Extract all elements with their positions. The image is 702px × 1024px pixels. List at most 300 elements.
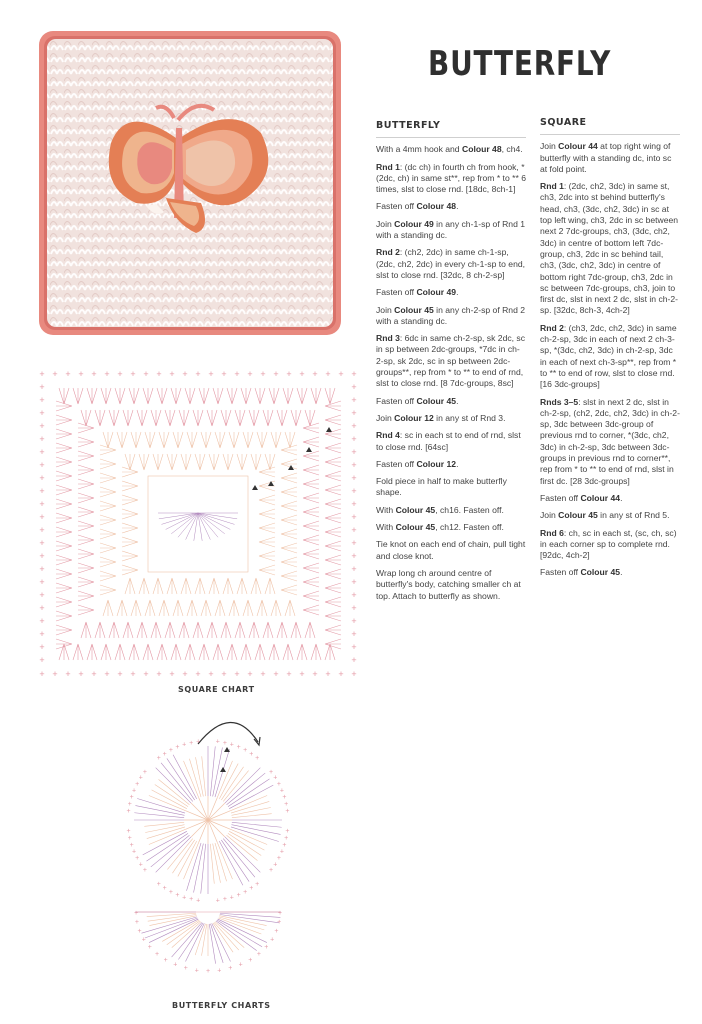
chart-stitch: + bbox=[39, 551, 45, 561]
chart-ray bbox=[217, 761, 232, 798]
chart-fan bbox=[145, 600, 155, 616]
chart-stitch: + bbox=[284, 801, 289, 809]
chart-marker bbox=[306, 447, 312, 452]
chart-fan bbox=[171, 644, 181, 660]
square-heading: SQUARE bbox=[540, 117, 680, 135]
chart-fan bbox=[281, 571, 297, 581]
square-step bbox=[540, 323, 680, 391]
chart-fan bbox=[207, 410, 217, 426]
chart-fan bbox=[56, 457, 72, 467]
chart-fan bbox=[215, 432, 225, 448]
butterfly-instructions bbox=[376, 120, 526, 608]
chart-fan bbox=[285, 432, 295, 448]
chart-fan bbox=[237, 454, 247, 470]
chart-ray bbox=[191, 803, 208, 820]
chart-fan bbox=[325, 388, 335, 404]
chart-stitch: + bbox=[39, 486, 45, 496]
chart-fan bbox=[56, 541, 72, 551]
chart-stitch: + bbox=[39, 382, 45, 392]
chart-stitch: + bbox=[163, 956, 168, 964]
chart-fan bbox=[221, 622, 231, 638]
chart-fan bbox=[251, 578, 261, 594]
chart-stitch: + bbox=[238, 961, 243, 969]
chart-stitch: + bbox=[117, 669, 123, 679]
chart-centre-fan bbox=[198, 513, 235, 524]
chart-stitch: + bbox=[175, 891, 180, 899]
chart-fan bbox=[249, 622, 259, 638]
chart-stitch: + bbox=[351, 629, 357, 639]
step-emphasis: Rnd 1 bbox=[540, 181, 564, 192]
step-text: Fasten off bbox=[376, 395, 417, 406]
chart-fan bbox=[100, 501, 116, 511]
chart-fan bbox=[281, 529, 297, 539]
step-text: Join bbox=[540, 141, 559, 152]
chart-fan bbox=[325, 597, 341, 607]
chart-fan bbox=[151, 622, 161, 638]
chart-stitch: + bbox=[134, 919, 139, 927]
chart-fan bbox=[311, 644, 321, 660]
step-emphasis: Colour 44 bbox=[580, 492, 621, 503]
chart-stitch: + bbox=[260, 369, 266, 379]
chart-fan bbox=[100, 459, 116, 469]
chart-stitch: + bbox=[285, 827, 290, 835]
chart-fan bbox=[201, 432, 211, 448]
chart-fan bbox=[251, 454, 261, 470]
chart-fan bbox=[223, 454, 233, 470]
step-text: Join bbox=[376, 218, 395, 229]
step-text: Fasten off bbox=[540, 567, 581, 578]
step-text: Fasten off bbox=[376, 287, 417, 298]
butterfly-step bbox=[376, 505, 526, 516]
step-emphasis: Rnd 6 bbox=[540, 527, 564, 538]
chart-fan bbox=[167, 578, 177, 594]
chart-fan bbox=[297, 644, 307, 660]
chart-stitch: + bbox=[351, 603, 357, 613]
chart-fan bbox=[281, 585, 297, 595]
chart-fan bbox=[303, 507, 319, 517]
chart-fan bbox=[122, 523, 138, 533]
chart-fan bbox=[165, 410, 175, 426]
chart-stitch: + bbox=[189, 896, 194, 904]
chart-stitch: + bbox=[182, 369, 188, 379]
chart-fan bbox=[78, 493, 94, 503]
chart-stitch: + bbox=[282, 841, 287, 849]
chart-ray bbox=[217, 842, 232, 879]
chart-stitch: + bbox=[273, 669, 279, 679]
square-instructions bbox=[540, 117, 680, 585]
chart-ray bbox=[215, 922, 244, 948]
chart-ray bbox=[147, 827, 185, 839]
chart-fan bbox=[237, 578, 247, 594]
chart-fan bbox=[78, 451, 94, 461]
chart-stitch: + bbox=[189, 739, 194, 747]
chart-stitch: + bbox=[338, 369, 344, 379]
chart-stitch: + bbox=[269, 768, 274, 776]
chart-fan bbox=[56, 569, 72, 579]
chart-fan bbox=[303, 479, 319, 489]
chart-stitch: + bbox=[117, 369, 123, 379]
chart-fan bbox=[122, 565, 138, 575]
chart-fan bbox=[56, 429, 72, 439]
chart-ray bbox=[220, 913, 280, 917]
chart-stitch: + bbox=[39, 603, 45, 613]
chart-ray bbox=[229, 831, 264, 850]
chart-fan bbox=[221, 410, 231, 426]
step-text: . bbox=[620, 492, 623, 503]
chart-stitch: + bbox=[147, 944, 152, 952]
chart-stitch: + bbox=[312, 369, 318, 379]
chart-fan bbox=[117, 600, 127, 616]
step-text: With bbox=[376, 504, 396, 515]
chart-fan bbox=[325, 541, 341, 551]
chart-stitch: + bbox=[173, 961, 178, 969]
chart-fan bbox=[209, 454, 219, 470]
step-emphasis: Rnd 2 bbox=[540, 322, 564, 333]
chart-stitch: + bbox=[351, 486, 357, 496]
square-step bbox=[540, 567, 680, 578]
chart-fan bbox=[215, 600, 225, 616]
chart-stitch: + bbox=[351, 590, 357, 600]
chart-stitch: + bbox=[243, 888, 248, 896]
chart-ray bbox=[184, 842, 199, 879]
chart-stitch: + bbox=[351, 447, 357, 457]
chart-fan bbox=[125, 454, 135, 470]
square-step bbox=[540, 493, 680, 504]
chart-fan bbox=[100, 557, 116, 567]
chart-fan bbox=[209, 578, 219, 594]
chart-stitch: + bbox=[249, 750, 254, 758]
step-text: at top right wing of butterfly with a standing dc, into sc at fold point. bbox=[540, 141, 672, 174]
chart-stitch: + bbox=[162, 750, 167, 758]
chart-stitch: + bbox=[133, 910, 139, 917]
chart-fan bbox=[167, 454, 177, 470]
chart-ray bbox=[225, 768, 260, 803]
chart-stitch: + bbox=[351, 421, 357, 431]
chart-ray bbox=[225, 837, 260, 872]
square-steps bbox=[540, 141, 680, 578]
chart-fan bbox=[325, 611, 341, 621]
step-text: Wrap long ch around centre of butterfly's body, catching smaller ch at top. Attach to butterfly as shown. bbox=[376, 567, 521, 601]
step-text: Fasten off bbox=[540, 492, 581, 503]
chart-stitch: + bbox=[351, 538, 357, 548]
square-step bbox=[540, 181, 680, 317]
chart-stitch: + bbox=[273, 369, 279, 379]
chart-ray bbox=[149, 829, 186, 844]
chart-fan bbox=[281, 543, 297, 553]
step-text: in any ch-2-sp of Rnd 2 with a standing dc. bbox=[376, 304, 526, 326]
chart-stitch: + bbox=[221, 669, 227, 679]
chart-fan bbox=[227, 388, 237, 404]
chart-fan bbox=[122, 551, 138, 561]
chart-stitch: + bbox=[156, 669, 162, 679]
chart-fan bbox=[325, 485, 341, 495]
chart-fan bbox=[122, 481, 138, 491]
chart-fan bbox=[56, 555, 72, 565]
chart-stitch: + bbox=[127, 834, 132, 842]
chart-fan bbox=[122, 509, 138, 519]
chart-fan bbox=[195, 454, 205, 470]
chart-stitch: + bbox=[351, 642, 357, 652]
chart-fan bbox=[143, 644, 153, 660]
chart-stitch: + bbox=[138, 861, 143, 869]
step-text: Join bbox=[376, 412, 395, 423]
chart-fan bbox=[179, 410, 189, 426]
chart-fan bbox=[187, 600, 197, 616]
butterfly-charts-caption: BUTTERFLY CHARTS bbox=[172, 1001, 271, 1010]
chart-ray bbox=[146, 833, 188, 861]
butterfly-step bbox=[376, 201, 526, 212]
step-emphasis: Colour 45 bbox=[394, 304, 434, 315]
chart-stitch: + bbox=[299, 369, 305, 379]
chart-fan bbox=[122, 495, 138, 505]
chart-fan bbox=[109, 622, 119, 638]
chart-fan bbox=[243, 432, 253, 448]
chart-stitch: + bbox=[135, 780, 140, 788]
chart-stitch: + bbox=[162, 885, 167, 893]
chart-fan bbox=[257, 432, 267, 448]
chart-fan bbox=[311, 388, 321, 404]
chart-stitch: + bbox=[196, 897, 201, 905]
chart-ray bbox=[219, 916, 266, 926]
step-emphasis: Colour 45 bbox=[395, 504, 436, 515]
chart-fan bbox=[199, 644, 209, 660]
chart-fan bbox=[129, 388, 139, 404]
chart-stitch: + bbox=[39, 408, 45, 418]
chart-fan bbox=[87, 388, 97, 404]
chart-marker bbox=[326, 427, 332, 432]
chart-stitch: + bbox=[182, 741, 187, 749]
chart-ray bbox=[148, 914, 197, 921]
chart-stitch: + bbox=[182, 894, 187, 902]
step-text: Fasten off bbox=[376, 458, 417, 469]
chart-stitch: + bbox=[39, 629, 45, 639]
step-text: , ch16. Fasten off. bbox=[435, 504, 504, 515]
chart-fan bbox=[95, 622, 105, 638]
chart-fan bbox=[303, 535, 319, 545]
butterfly-step bbox=[376, 396, 526, 407]
chart-fan bbox=[56, 625, 72, 635]
chart-stitch: + bbox=[137, 927, 142, 935]
chart-fan bbox=[325, 401, 341, 411]
butterfly-step bbox=[376, 305, 526, 328]
chart-fan bbox=[78, 563, 94, 573]
step-emphasis: Colour 48 bbox=[461, 144, 502, 155]
chart-stitch: + bbox=[234, 369, 240, 379]
chart-fan bbox=[157, 388, 167, 404]
square-step bbox=[540, 528, 680, 562]
chart-stitch: + bbox=[312, 669, 318, 679]
chart-fan bbox=[259, 509, 275, 519]
step-text: : ch, sc in each st, (sc, ch, sc) in each corner sp to complete rnd. [92dc, 4ch-2] bbox=[540, 527, 677, 561]
chart-fan bbox=[173, 432, 183, 448]
chart-fan bbox=[78, 437, 94, 447]
step-text: . bbox=[456, 395, 459, 406]
chart-stitch: + bbox=[39, 655, 45, 665]
chart-fan bbox=[199, 388, 209, 404]
chart-centre-fan bbox=[198, 513, 225, 534]
chart-stitch: + bbox=[39, 499, 45, 509]
step-text: : sc in each st to end of rnd, slst to close rnd. [64sc] bbox=[376, 430, 521, 452]
chart-fan bbox=[325, 499, 341, 509]
chart-stitch: + bbox=[135, 855, 140, 863]
chart-fan bbox=[207, 622, 217, 638]
butterfly-step bbox=[376, 459, 526, 470]
butterfly-step bbox=[376, 247, 526, 281]
crochet-butterfly-square-photo bbox=[36, 28, 344, 338]
chart-fan bbox=[297, 388, 307, 404]
chart-fan bbox=[171, 388, 181, 404]
chart-stitch: + bbox=[247, 369, 253, 379]
chart-ray bbox=[230, 829, 267, 844]
chart-stitch: + bbox=[260, 669, 266, 679]
chart-ray bbox=[208, 803, 225, 820]
chart-stitch: + bbox=[168, 888, 173, 896]
butterfly-step bbox=[376, 144, 526, 155]
chart-stitch: + bbox=[269, 867, 274, 875]
chart-fan bbox=[78, 605, 94, 615]
chart-fan bbox=[281, 459, 297, 469]
chart-stitch: + bbox=[168, 747, 173, 755]
chart-fan bbox=[305, 622, 315, 638]
chart-stitch: + bbox=[255, 881, 260, 889]
chart-fan bbox=[122, 537, 138, 547]
square-step bbox=[540, 397, 680, 487]
chart-stitch: + bbox=[183, 965, 188, 973]
butterfly-step bbox=[376, 333, 526, 389]
chart-stitch: + bbox=[221, 369, 227, 379]
chart-fan bbox=[151, 410, 161, 426]
chart-fan bbox=[303, 465, 319, 475]
chart-fan bbox=[181, 578, 191, 594]
chart-fan bbox=[303, 493, 319, 503]
step-emphasis: Colour 48 bbox=[416, 201, 457, 212]
chart-fan bbox=[139, 578, 149, 594]
step-text: Fasten off bbox=[376, 201, 417, 212]
chart-stitch: + bbox=[351, 434, 357, 444]
chart-ray bbox=[147, 913, 196, 916]
chart-ray bbox=[218, 918, 261, 934]
chart-fan bbox=[213, 388, 223, 404]
chart-fan bbox=[325, 625, 341, 635]
chart-stitch: + bbox=[39, 669, 45, 679]
chart-ray bbox=[228, 833, 261, 855]
chart-ray bbox=[231, 801, 269, 813]
chart-stitch: + bbox=[132, 848, 137, 856]
step-emphasis: Colour 49 bbox=[394, 218, 434, 229]
chart-fan bbox=[56, 597, 72, 607]
chart-stitch: + bbox=[325, 369, 331, 379]
chart-fan bbox=[117, 432, 127, 448]
chart-fan bbox=[157, 644, 167, 660]
chart-fan bbox=[103, 432, 113, 448]
chart-stitch: + bbox=[222, 739, 227, 747]
chart-stitch: + bbox=[351, 473, 357, 483]
chart-stitch: + bbox=[249, 885, 254, 893]
step-text: With bbox=[376, 522, 396, 533]
chart-stitch: + bbox=[194, 967, 199, 975]
chart-ray bbox=[172, 922, 201, 948]
chart-stitch: + bbox=[351, 564, 357, 574]
square-step bbox=[540, 510, 680, 521]
chart-stitch: + bbox=[256, 951, 261, 959]
chart-fan bbox=[153, 454, 163, 470]
chart-fan bbox=[159, 432, 169, 448]
chart-fan bbox=[73, 388, 83, 404]
step-emphasis: Rnds 3–5 bbox=[540, 396, 579, 407]
chart-fan bbox=[259, 551, 275, 561]
chart-ray bbox=[172, 840, 194, 873]
chart-fan bbox=[131, 432, 141, 448]
chart-fan bbox=[281, 515, 297, 525]
chart-fan bbox=[143, 388, 153, 404]
chart-ray bbox=[213, 923, 233, 952]
step-text: Join bbox=[540, 510, 559, 521]
square-crochet-chart bbox=[36, 368, 361, 683]
chart-fan bbox=[235, 622, 245, 638]
chart-stitch: + bbox=[52, 669, 58, 679]
chart-stitch: + bbox=[104, 369, 110, 379]
chart-fan bbox=[241, 388, 251, 404]
step-text: Join bbox=[376, 304, 395, 315]
chart-fan bbox=[187, 432, 197, 448]
chart-stitch: + bbox=[175, 744, 180, 752]
chart-stitch: + bbox=[78, 369, 84, 379]
chart-stitch: + bbox=[215, 738, 220, 746]
chart-stitch: + bbox=[195, 669, 201, 679]
chart-fan bbox=[87, 644, 97, 660]
chart-fan bbox=[201, 600, 211, 616]
chart-ray bbox=[167, 758, 195, 800]
chart-stitch: + bbox=[156, 369, 162, 379]
chart-ray bbox=[208, 820, 225, 837]
chart-fan bbox=[100, 515, 116, 525]
chart-stitch: + bbox=[228, 965, 233, 973]
chart-stitch: + bbox=[351, 499, 357, 509]
chart-stitch: + bbox=[39, 447, 45, 457]
chart-stitch: + bbox=[274, 927, 279, 935]
chart-stitch: + bbox=[39, 473, 45, 483]
chart-stitch: + bbox=[285, 808, 290, 816]
chart-fan bbox=[283, 388, 293, 404]
chart-fan bbox=[283, 644, 293, 660]
chart-fan bbox=[123, 622, 133, 638]
chart-stitch: + bbox=[65, 369, 71, 379]
chart-fan bbox=[56, 415, 72, 425]
chart-stitch: + bbox=[39, 577, 45, 587]
chart-fan bbox=[229, 432, 239, 448]
chart-stitch: + bbox=[129, 794, 134, 802]
chart-ray bbox=[191, 820, 208, 837]
chart-stitch: + bbox=[39, 642, 45, 652]
chart-fan bbox=[73, 644, 83, 660]
chart-stitch: + bbox=[222, 896, 227, 904]
chart-fan bbox=[78, 465, 94, 475]
step-text: : slst in next 2 dc, slst in ch-2-sp, (ch2, 2dc, ch2, 3dc) in ch-2-sp, 3dc between 3dc-group of previous rnd to corner, *(3dc, ch2, 3dc) in ch-2-sp, 3dc between 3dc-groups in previous rnd to corner**, rep from * to ** to end of rnd, slst in first dc. [28 3dc-groups] bbox=[540, 396, 680, 486]
chart-stitch: + bbox=[126, 827, 131, 835]
chart-stitch: + bbox=[169, 669, 175, 679]
step-text: : (2dc, ch2, 3dc) in same st, ch3, 2dc into st behind butterfly's head, ch3, (3dc, ch2, 3dc) in sc at top left wing, ch3, 2dc in sc between next 2 7dc-groups, ch3, (3dc, ch2, 3dc) in centre of bottom left 7dc-group, ch3, 2dc in sc behind tail, ch3, (3dc, ch2, 3dc) in centre of bottom right 7dc-group, ch3, 2dc in sc between 7dc-groups, ch3, join to first dc, slst in next 2 dc, slst in ch-2-sp. [32dc, 8ch-3, 4ch-2] bbox=[540, 181, 679, 316]
chart-stitch: + bbox=[351, 525, 357, 535]
chart-stitch: + bbox=[138, 774, 143, 782]
chart-fan bbox=[303, 577, 319, 587]
step-emphasis: Rnd 2 bbox=[376, 247, 400, 258]
chart-stitch: + bbox=[351, 577, 357, 587]
step-emphasis: Colour 45 bbox=[416, 395, 457, 406]
chart-fan bbox=[101, 644, 111, 660]
chart-stitch: + bbox=[286, 369, 292, 379]
butterfly-step bbox=[376, 522, 526, 533]
chart-stitch: + bbox=[65, 669, 71, 679]
